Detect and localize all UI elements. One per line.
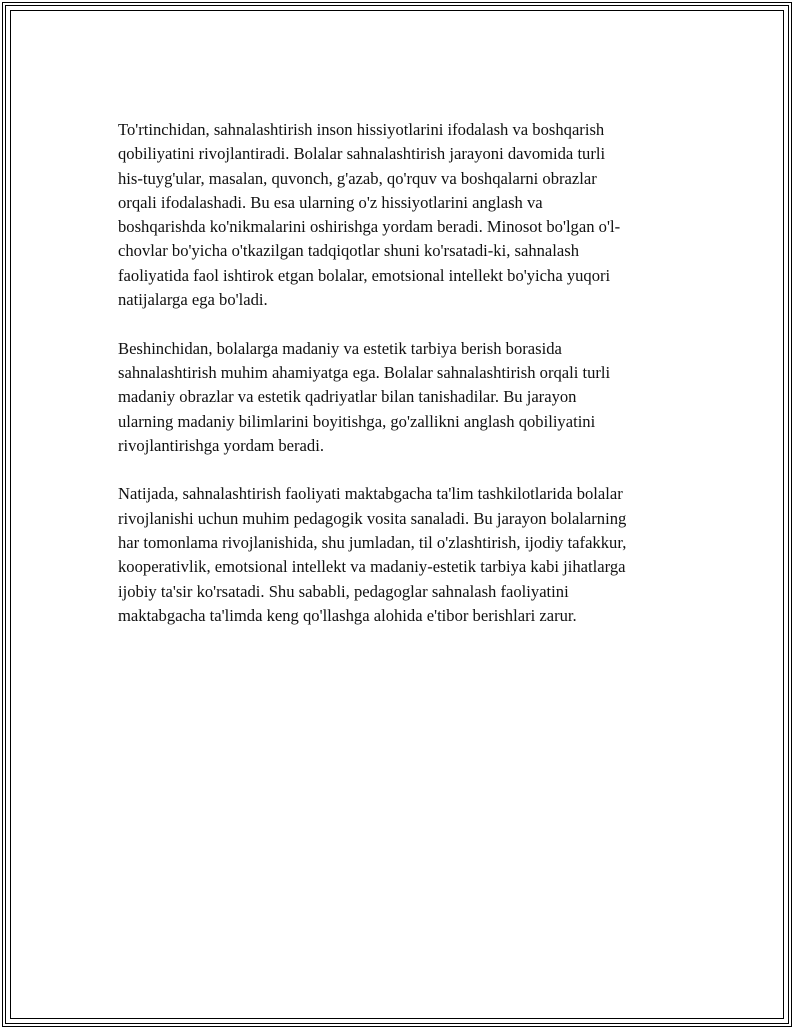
text-line: ijobiy ta'sir ko'rsatadi. Shu sababli, pedagoglar sahnalash faoliyatini — [118, 581, 569, 601]
text-line: rivojlantirishga yordam beradi. — [118, 435, 324, 455]
text-line: har tomonlama rivojlanishida, shu jumladan, til o'zlashtirish, ijodiy tafakkur, — [118, 533, 627, 553]
text-line: madaniy obrazlar va estetik qadriyatlar bilan tanishadilar. Bu jarayon — [118, 387, 577, 407]
text-line: To'rtinchidan, sahnalashtirish inson hissiyotlarini ifodalash va boshqarish — [118, 120, 605, 139]
paragraph-cultural-aesthetic — [118, 337, 690, 458]
paragraph-emotional-development — [118, 118, 690, 312]
text-line: rivojlanishi uchun muhim pedagogik vosita sanaladi. Bu jarayon bolalarning — [118, 508, 627, 528]
text-line: his-tuyg'ular, masalan, quvonch, g'azab, qo'rquv va boshqalarni obrazlar — [118, 168, 597, 188]
text-line: chovlar bo'yicha o'tkazilgan tadqiqotlar shuni ko'rsatadi-ki, sahnalash — [118, 241, 580, 261]
text-line: Natijada, sahnalashtirish faoliyati maktabgacha ta'lim tashkilotlarida bolalar — [118, 484, 623, 504]
text-line: sahnalashtirish muhim ahamiyatga ega. Bolalar sahnalashtirish orqali turli — [118, 362, 611, 382]
text-line: qobiliyatini rivojlantiradi. Bolalar sahnalashtirish jarayoni davomida turli — [118, 144, 606, 164]
text-line: natijalarga ega bo'ladi. — [118, 290, 268, 310]
text-line: kooperativlik, emotsional intellekt va madaniy-estetik tarbiya kabi jihatlarga — [118, 557, 626, 577]
document-body — [118, 118, 690, 653]
paragraph-conclusion — [118, 482, 690, 628]
text-line: faoliyatida faol ishtirok etgan bolalar, emotsional intellekt bo'yicha yuqori — [118, 265, 611, 285]
text-line: Beshinchidan, bolalarga madaniy va estetik tarbiya berish borasida — [118, 338, 562, 358]
text-line: ularning madaniy bilimlarini boyitishga, go'zallikni anglash qobiliyatini — [118, 411, 596, 431]
text-line: orqali ifodalashadi. Bu esa ularning o'z hissiyotlarini anglash va — [118, 192, 543, 212]
text-line: maktabgacha ta'limda keng qo'llashga alohida e'tibor berishlari zarur. — [118, 605, 577, 625]
text-line: boshqarishda ko'nikmalarini oshirishga yordam beradi. Minosot bo'lgan o'l- — [118, 217, 621, 237]
